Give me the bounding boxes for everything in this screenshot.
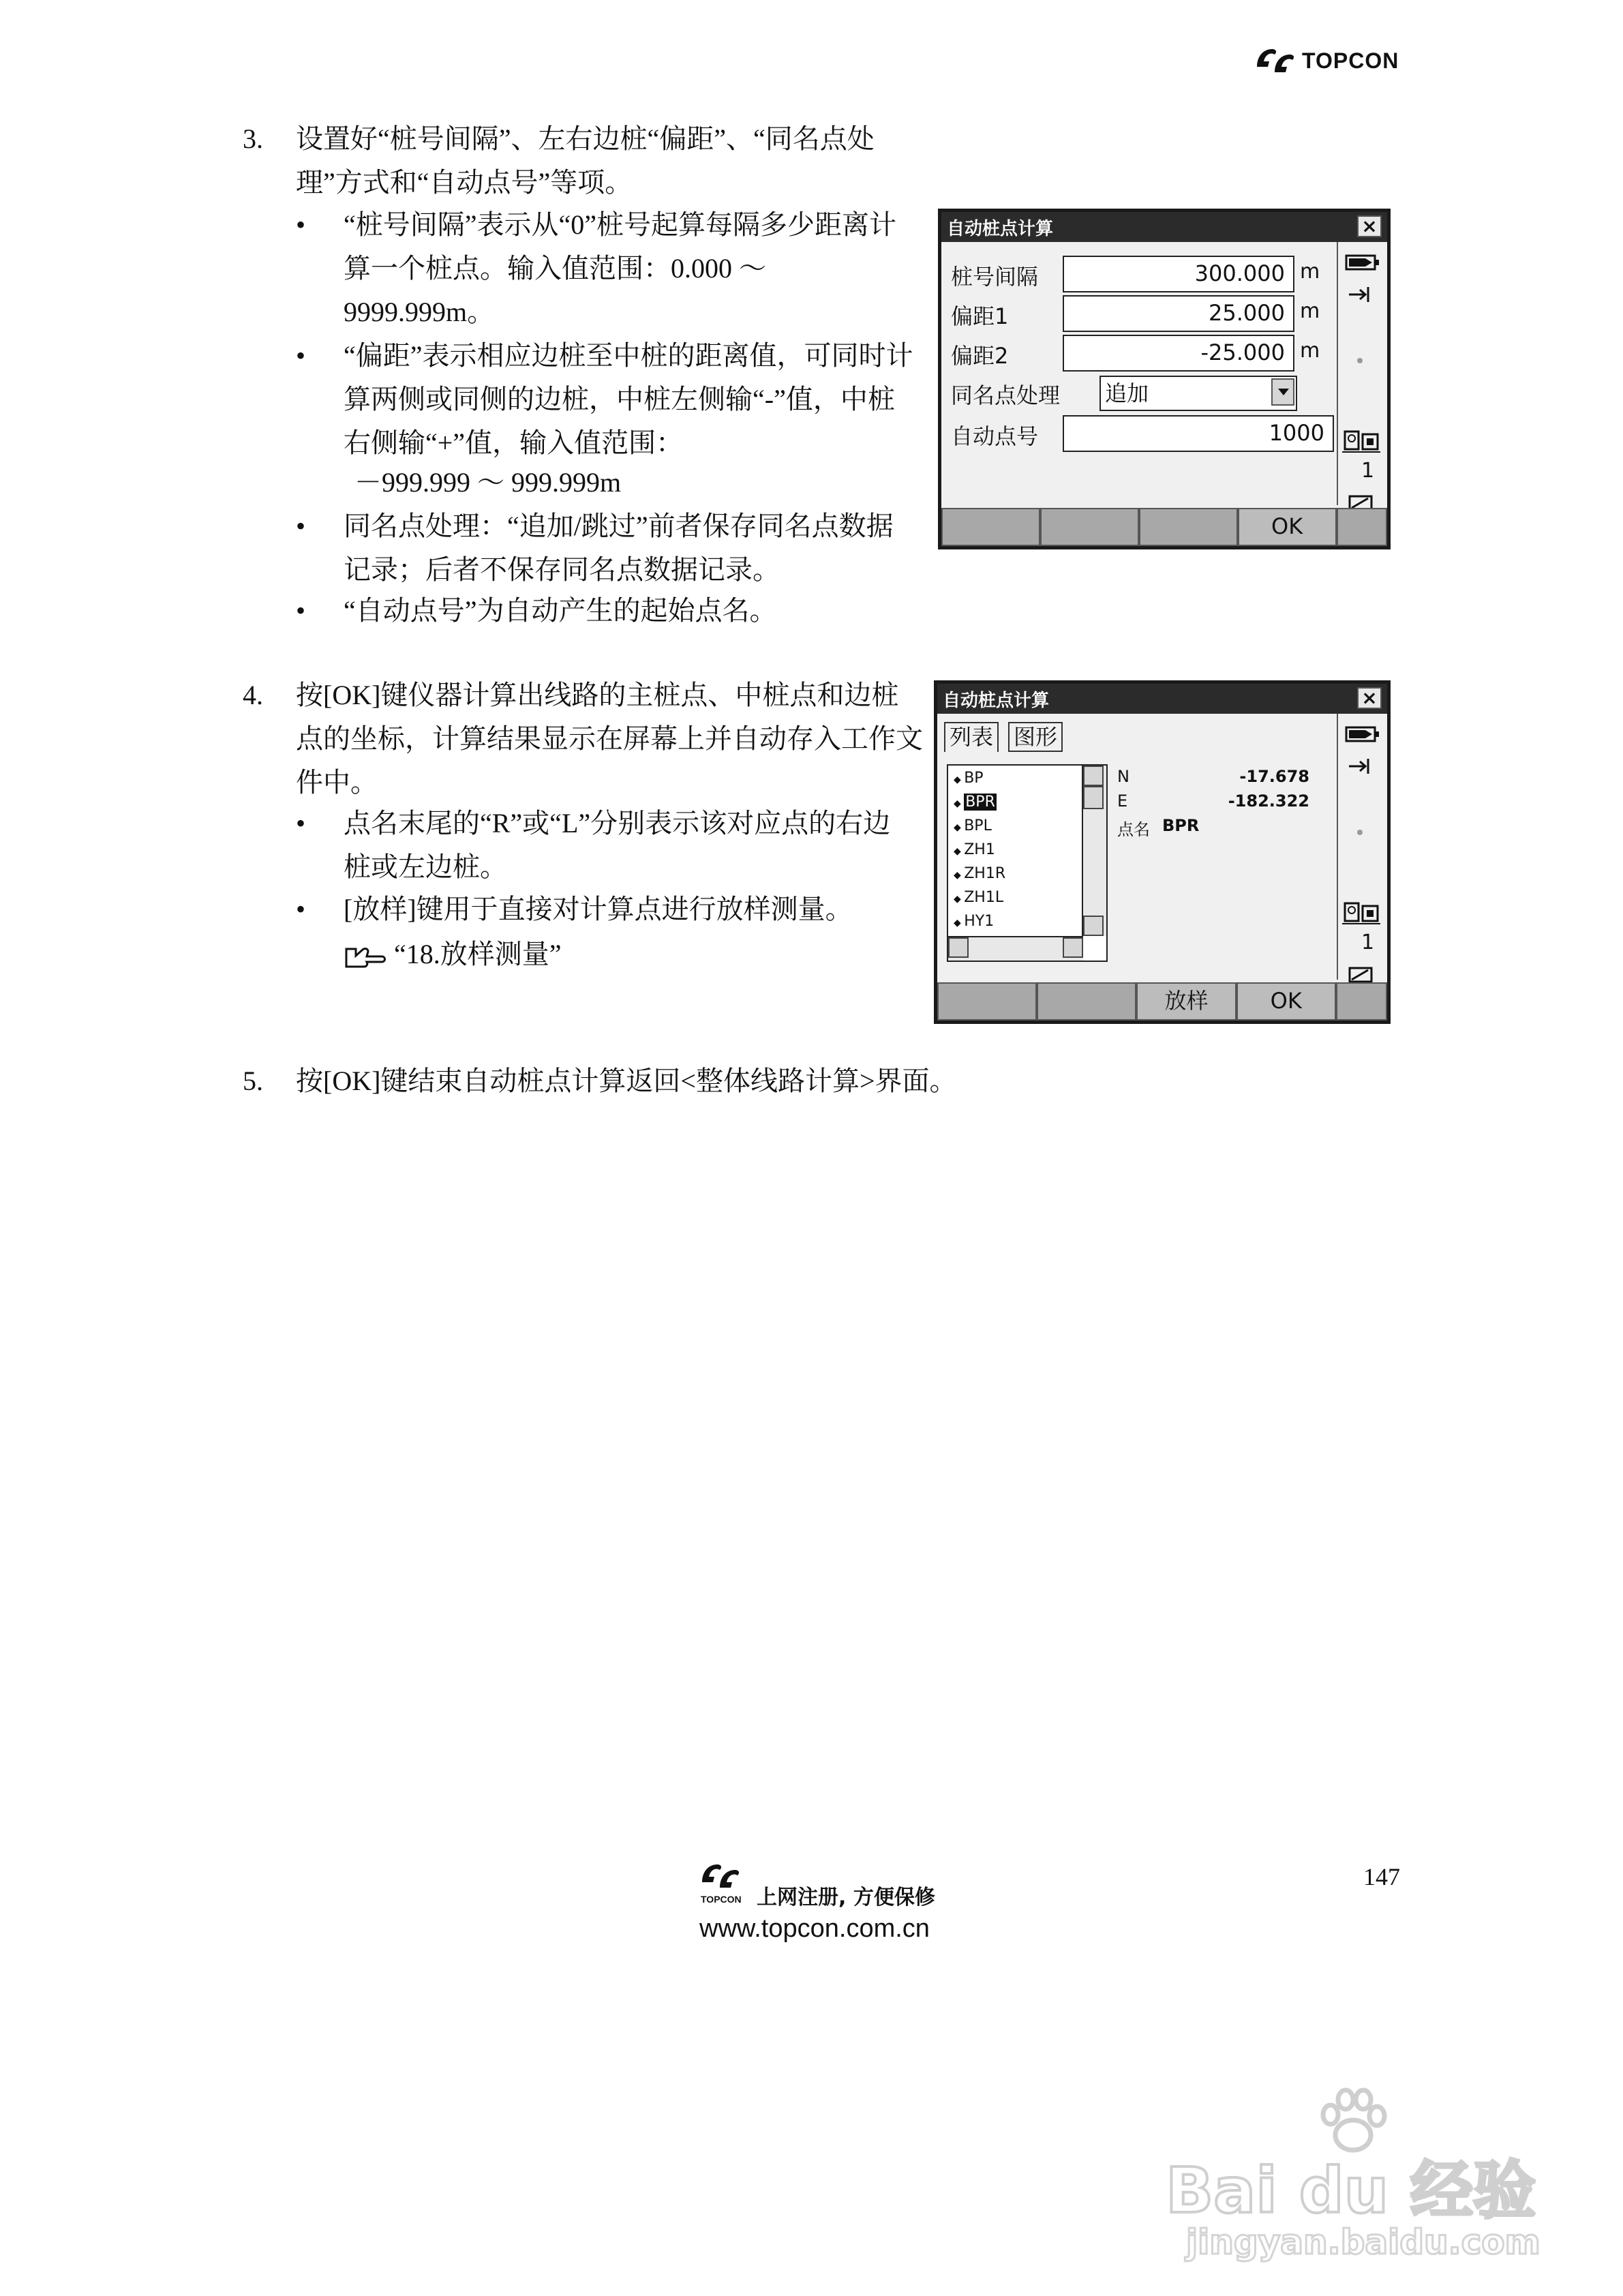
offset-range: －999.999 ～ 999.999m bbox=[354, 467, 622, 498]
list-item-label: ZH1 bbox=[964, 841, 995, 858]
diamond-icon: ◆ bbox=[954, 894, 965, 905]
list-item[interactable] bbox=[954, 913, 994, 930]
bullet-suffix: • 点名末尾的“R”或“L”分别表示该对应点的右边桩或左边桩。 bbox=[296, 802, 923, 897]
step-text: 设置好“桩号间隔”、左右边桩“偏距”、“同名点处理”方式和“自动点号”等项。 bbox=[296, 123, 875, 198]
offset2-unit: m bbox=[1300, 339, 1320, 363]
topcon-logo-icon bbox=[699, 1860, 740, 1892]
offset2-input[interactable]: -25.000 bbox=[1063, 335, 1294, 372]
list-item-label: ZH1R bbox=[964, 865, 1006, 882]
softkey-2[interactable] bbox=[1037, 982, 1136, 1021]
horizontal-scrollbar[interactable] bbox=[948, 936, 1083, 961]
scroll-down-icon[interactable] bbox=[1083, 916, 1104, 936]
bullet-text: “自动点号”为自动产生的起始点名。 bbox=[344, 595, 777, 626]
bullet-text: “桩号间隔”表示从“0”桩号起算每隔多少距离计算一个桩点。输入值范围：0.000 ～ 9999.999m。 bbox=[344, 209, 897, 327]
diamond-icon: ◆ bbox=[954, 918, 965, 928]
bullet-text: 点名末尾的“R”或“L”分别表示该对应点的右边桩或左边桩。 bbox=[344, 808, 891, 882]
step-text: 按[OK]键结束自动桩点计算返回<整体线路计算>界面。 bbox=[296, 1066, 957, 1096]
list-item-label: ZH1L bbox=[964, 889, 1004, 906]
scroll-right-icon[interactable] bbox=[1063, 937, 1083, 958]
vertical-scrollbar[interactable] bbox=[1082, 766, 1106, 936]
watermark-url: jingyan.baidu.com bbox=[1186, 2222, 1541, 2262]
list-item[interactable] bbox=[954, 817, 992, 834]
close-button[interactable]: × bbox=[1357, 687, 1382, 709]
list-item[interactable] bbox=[954, 865, 1005, 882]
offset1-input[interactable]: 25.000 bbox=[1063, 295, 1294, 332]
list-item[interactable] bbox=[954, 841, 995, 858]
reference-text: “18.放样测量” bbox=[394, 939, 562, 969]
step-5 bbox=[243, 1059, 1061, 1107]
pointing-hand-icon bbox=[344, 943, 390, 971]
header-logo bbox=[1254, 46, 1399, 75]
interval-label: 桩号间隔 bbox=[951, 264, 1039, 290]
tab-graph[interactable]: 图形 bbox=[1008, 722, 1063, 752]
scroll-up-icon[interactable] bbox=[1083, 766, 1104, 786]
step-number: 3. bbox=[243, 123, 263, 154]
point-name-value: BPR bbox=[1162, 816, 1200, 835]
autopoint-label: 自动点号 bbox=[951, 423, 1039, 449]
bullet-text: [放样]键用于直接对计算点进行放样测量。 bbox=[344, 894, 853, 924]
list-item[interactable] bbox=[954, 794, 997, 811]
close-button[interactable]: × bbox=[1357, 215, 1382, 237]
footer-slogan: 上网注册, 方便保修 bbox=[757, 1886, 935, 1909]
status-sidebar bbox=[1337, 714, 1387, 980]
softkey-5[interactable] bbox=[1336, 982, 1387, 1021]
bullet-autopoint: • “自动点号”为自动产生的起始点名。 bbox=[296, 589, 923, 637]
bullet-duplicate: • 同名点处理：“追加/跳过”前者保存同名点数据记录；后者不保存同名点数据记录。 bbox=[296, 504, 923, 600]
footer-url[interactable]: www.topcon.com.cn bbox=[699, 1914, 930, 1943]
offset1-unit: m bbox=[1300, 299, 1320, 323]
diamond-icon: ◆ bbox=[954, 774, 965, 785]
watermark-brand: Bai du 经验 bbox=[1166, 2154, 1536, 2227]
step-number: 5. bbox=[243, 1066, 263, 1096]
scroll-thumb[interactable] bbox=[1083, 786, 1104, 809]
battery-icon bbox=[1345, 725, 1380, 744]
list-item-label: BPR bbox=[965, 794, 995, 811]
diamond-icon: ◆ bbox=[954, 846, 965, 857]
title-bar bbox=[937, 684, 1387, 714]
softkey-1[interactable] bbox=[937, 982, 1037, 1021]
cross-reference bbox=[344, 933, 562, 976]
list-item-label: HY1 bbox=[964, 913, 995, 930]
step-4 bbox=[243, 674, 924, 810]
target-icon bbox=[1346, 284, 1371, 305]
list-item-label: BP bbox=[964, 770, 984, 787]
instrument-icon bbox=[1342, 899, 1383, 926]
softkey-5[interactable] bbox=[1337, 508, 1387, 546]
step-text: 按[OK]键仪器计算出线路的主桩点、中桩点和边桩点的坐标，计算结果显示在屏幕上并自动存入工作文件中。 bbox=[296, 680, 923, 798]
interval-input[interactable]: 300.000 bbox=[1063, 256, 1294, 292]
list-item[interactable] bbox=[954, 889, 1003, 906]
footer-brand: TOPCON bbox=[701, 1894, 742, 1905]
list-item-label: BPL bbox=[964, 817, 992, 834]
signal-dot-icon bbox=[1357, 358, 1363, 363]
page-number: 147 bbox=[1363, 1863, 1400, 1890]
chevron-down-icon[interactable] bbox=[1271, 378, 1294, 406]
point-name-label: 点名 bbox=[1117, 820, 1150, 839]
interval-unit: m bbox=[1300, 260, 1320, 284]
footer-logo bbox=[699, 1860, 742, 1905]
duplicate-label: 同名点处理 bbox=[951, 382, 1061, 408]
east-label: E bbox=[1117, 791, 1128, 811]
point-list[interactable] bbox=[947, 764, 1108, 962]
bullet-offset: • “偏距”表示相应边桩至中桩的距离值，可同时计算两侧或同侧的边桩，中桩左侧输“-”值，中桩右侧输“+”值，输入值范围： bbox=[296, 334, 923, 470]
stakeout-button[interactable]: 放样 bbox=[1136, 982, 1236, 1021]
baidu-watermark bbox=[1159, 2086, 1568, 2263]
offset1-label: 偏距1 bbox=[951, 303, 1009, 329]
offset2-label: 偏距2 bbox=[951, 343, 1009, 369]
tab-list[interactable]: 列表 bbox=[944, 722, 999, 752]
target-icon bbox=[1346, 756, 1371, 776]
autopoint-input[interactable]: 1000 bbox=[1063, 415, 1334, 452]
battery-icon bbox=[1345, 253, 1380, 272]
signal-dot-icon bbox=[1357, 830, 1363, 835]
ok-button[interactable]: OK bbox=[1238, 508, 1337, 546]
duplicate-select[interactable] bbox=[1099, 376, 1297, 411]
softkey-bar bbox=[937, 982, 1387, 1021]
title-bar bbox=[941, 212, 1387, 242]
bullet-stakeout: • [放样]键用于直接对计算点进行放样测量。 bbox=[296, 888, 923, 935]
window-title: 自动桩点计算 bbox=[947, 218, 1054, 239]
diamond-icon: ◆ bbox=[954, 870, 965, 881]
north-label: N bbox=[1117, 767, 1129, 786]
step-number: 4. bbox=[243, 680, 263, 710]
duplicate-value: 追加 bbox=[1105, 380, 1149, 406]
softkey-2[interactable] bbox=[1040, 508, 1139, 546]
screen-results bbox=[934, 680, 1391, 1024]
softkey-bar bbox=[941, 508, 1387, 546]
status-sidebar bbox=[1337, 242, 1387, 505]
screen-settings bbox=[938, 209, 1391, 549]
step-3 bbox=[243, 117, 924, 213]
topcon-logo-icon bbox=[1254, 46, 1295, 75]
instrument-icon bbox=[1342, 427, 1383, 455]
bullet-text: 同名点处理：“追加/跳过”前者保存同名点数据记录；后者不保存同名点数据记录。 bbox=[344, 511, 894, 585]
softkey-1[interactable] bbox=[941, 508, 1040, 546]
window-title: 自动桩点计算 bbox=[943, 690, 1050, 711]
north-value: -17.678 bbox=[1239, 767, 1309, 786]
ok-button[interactable]: OK bbox=[1237, 982, 1336, 1021]
bullet-interval: • “桩号间隔”表示从“0”桩号起算每隔多少距离计算一个桩点。输入值范围：0.000 ～ 9999.999m。 bbox=[296, 203, 923, 339]
diamond-icon: ◆ bbox=[954, 822, 965, 833]
softkey-3[interactable] bbox=[1139, 508, 1238, 546]
page-indicator: 1 bbox=[1361, 931, 1375, 954]
brand-name: TOPCON bbox=[1302, 48, 1399, 73]
diamond-icon: ◆ bbox=[954, 798, 965, 809]
page-indicator: 1 bbox=[1361, 459, 1375, 483]
scroll-left-icon[interactable] bbox=[948, 937, 969, 958]
bullet-text: “偏距”表示相应边桩至中桩的距离值，可同时计算两侧或同侧的边桩，中桩左侧输“-”值，中桩右侧输“+”值，输入值范围： bbox=[344, 340, 913, 458]
east-value: -182.322 bbox=[1228, 791, 1309, 811]
list-item[interactable] bbox=[954, 770, 984, 787]
